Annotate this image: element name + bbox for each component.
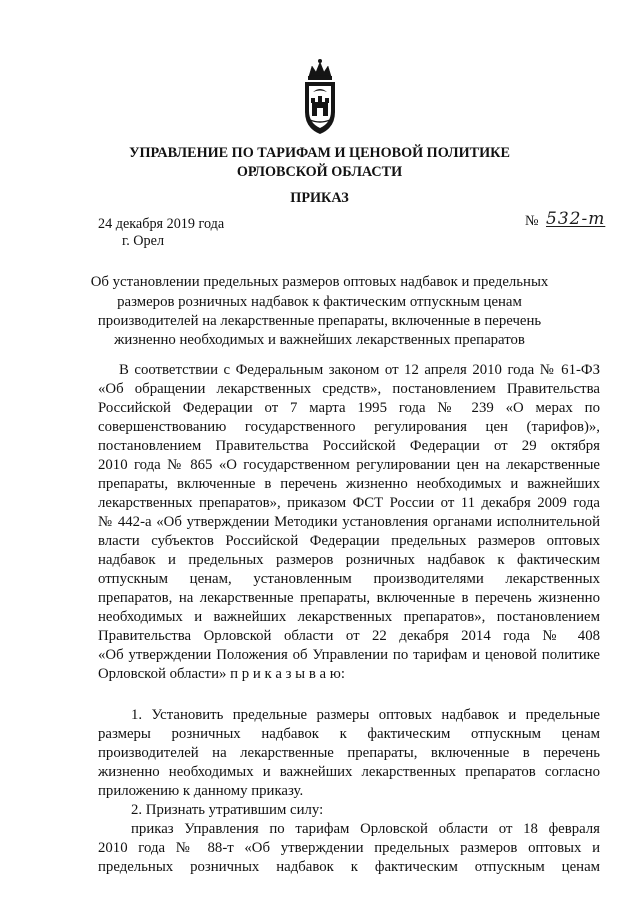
item-line: приказ Управления по тарифам Орловской области от 18 февраля <box>131 821 600 837</box>
title-line: жизненно необходимых и важнейших лекарственных препаратов <box>114 332 525 348</box>
organization-name-line-2: ОРЛОВСКОЙ ОБЛАСТИ <box>236 164 403 180</box>
preamble-line: совершенствованию государственного регулирования цен (тарифов)», <box>98 419 600 435</box>
document-number-handwritten: 532-т <box>546 209 606 229</box>
preamble-line: № 442-а «Об утверждении Методики установления органами исполнительной <box>98 514 600 530</box>
preamble-line: надбавок и предельных размеров розничных надбавок к фактическим <box>98 552 600 568</box>
preamble-line: лекарственных препаратов», приказом ФСТ России от 11 декабря 2009 года <box>98 495 600 511</box>
title-line: Об установлении предельных размеров оптовых надбавок и предельных <box>90 274 549 290</box>
item-line: жизненно необходимых и важнейших лекарственных препаратов согласно <box>98 764 600 780</box>
preamble-line: постановлением Правительства Российской Федерации от 29 октября <box>98 438 600 454</box>
item-line: приложению к данному приказу. <box>98 783 304 799</box>
preamble-line: отпускным ценам, установленным производителями лекарственных <box>98 571 600 587</box>
preamble-line: препаратов, на лекарственные препараты, включенные в перечень жизненно <box>98 590 600 606</box>
title-line: размеров розничных надбавок к фактическим отпускным ценам <box>117 294 522 310</box>
preamble-line: Правительства Орловской области от 22 декабря 2014 года № 408 <box>98 628 600 644</box>
preamble-line: «Об обращении лекарственных средств», постановлением Правительства <box>98 381 600 397</box>
document-city: г. Орел <box>122 233 165 249</box>
document-date: 24 декабря 2019 года <box>98 216 225 232</box>
preamble-line: Российской Федерации от 7 марта 1995 года № 239 «О мерах по <box>98 400 600 416</box>
preamble-line: препараты, включенные в перечень жизненно необходимых и важнейших <box>98 476 600 492</box>
organization-name-line-1: УПРАВЛЕНИЕ ПО ТАРИФАМ И ЦЕНОВОЙ ПОЛИТИКЕ <box>129 145 510 161</box>
item-line: предельных розничных надбавок к фактическим отпускным ценам <box>98 859 600 875</box>
preamble-line: 2010 года № 865 «О государственном регулировании цен на лекарственные <box>98 457 600 473</box>
document-type: ПРИКАЗ <box>290 190 349 206</box>
item-heading: 2. Признать утратившим силу: <box>131 802 324 818</box>
preamble-line: «Об утверждении Положения об Управлении по тарифам и ценовой политике <box>98 647 600 663</box>
preamble-line: В соответствии с Федеральным законом от 12 апреля 2010 года № 61-ФЗ <box>119 362 600 378</box>
preamble-line: Орловской области» п р и к а з ы в а ю: <box>98 666 345 682</box>
preamble-line: необходимых и важнейших лекарственных препаратов», постановлением <box>98 609 600 625</box>
item-line: размеры розничных надбавок к фактическим отпускным ценам <box>98 726 600 742</box>
document-number-label: № <box>525 213 539 229</box>
item-line: производителей на лекарственные препараты, включенные в перечень <box>98 745 600 761</box>
preamble-line: власти субъектов Российской Федерации предельных размеров оптовых <box>98 533 600 549</box>
coat-of-arms-emblem <box>300 58 340 136</box>
title-line: производителей на лекарственные препараты, включенные в перечень <box>97 313 542 329</box>
item-line: 1. Установить предельные размеры оптовых надбавок и предельные <box>131 707 600 723</box>
item-line: 2010 года № 88-т «Об утверждении предельных размеров оптовых и <box>98 840 600 856</box>
